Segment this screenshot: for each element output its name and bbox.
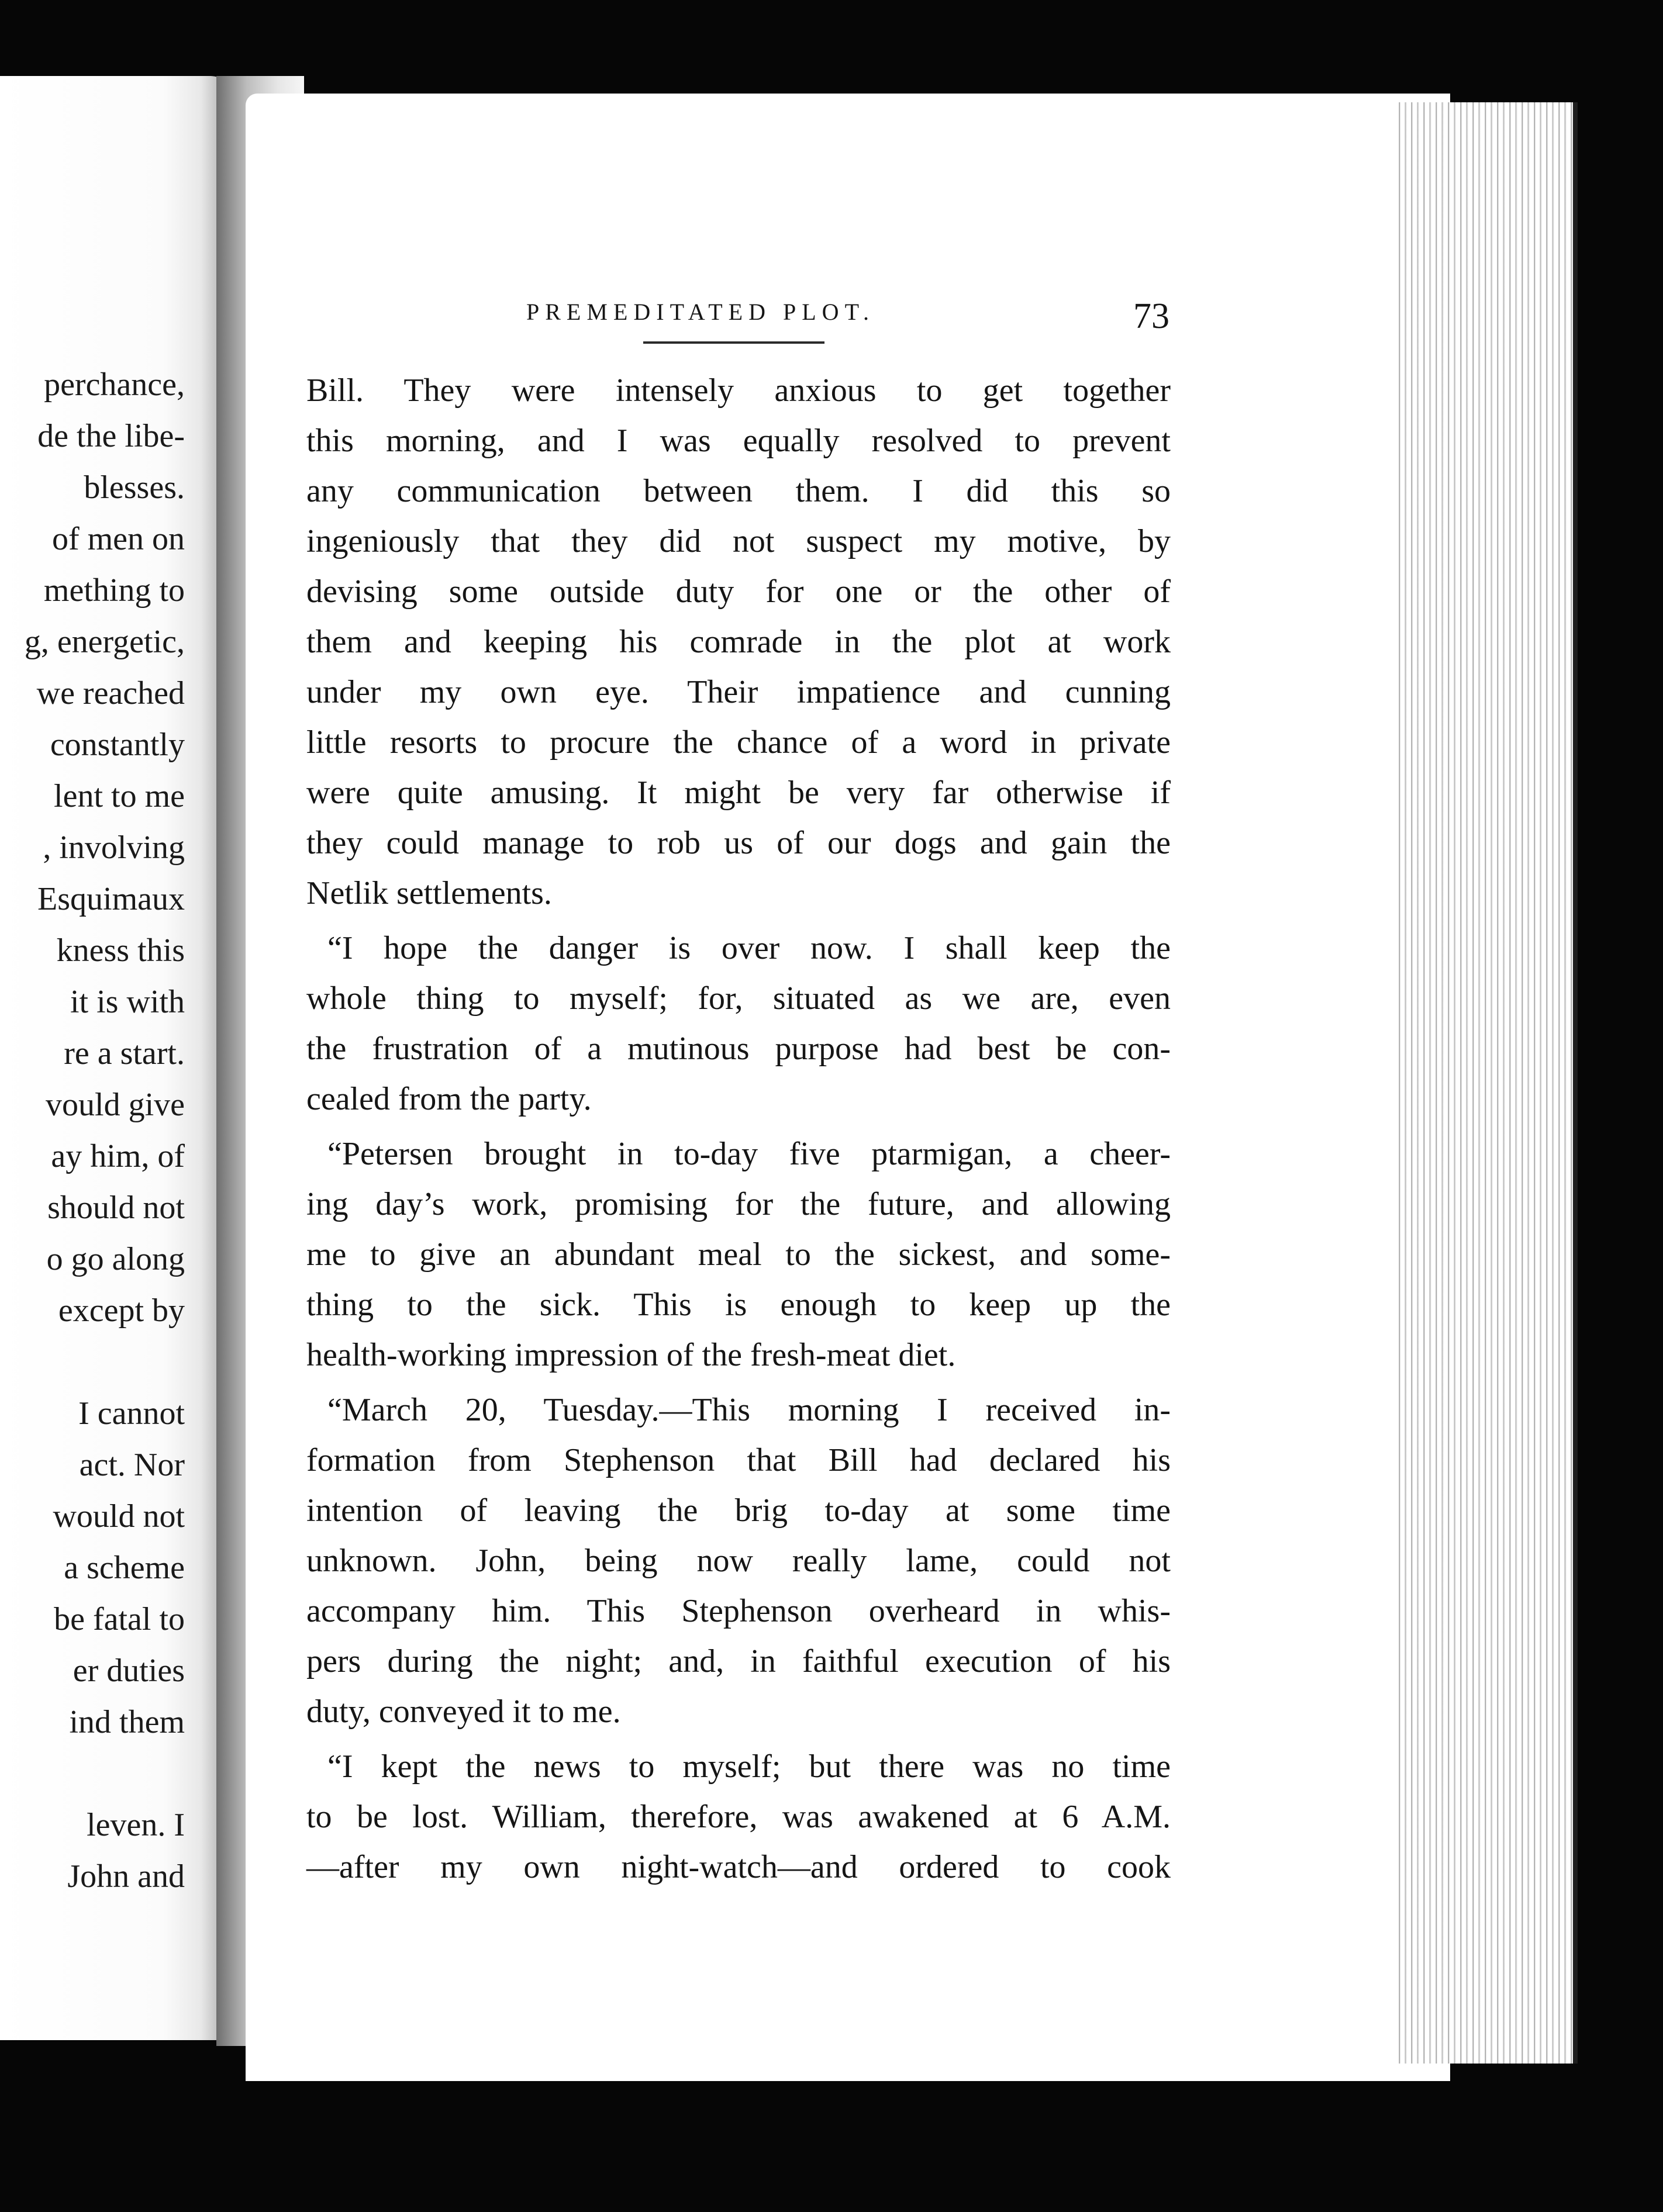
left-page-line: I cannot (78, 1395, 185, 1432)
body-text-line: under my own eye. Their impatience and cunning (306, 674, 1171, 710)
body-text-line: little resorts to procure the chance of a word in private (306, 724, 1171, 761)
body-text-line: —after my own night-watch—and ordered to cook (306, 1849, 1171, 1885)
body-text-line: this morning, and I was equally resolved to prevent (306, 423, 1171, 459)
left-page-line: ind them (69, 1704, 185, 1740)
body-text-line: accompany him. This Stephenson overheard in whis- (306, 1593, 1171, 1629)
body-text-line: “Petersen brought in to-day five ptarmigan, a cheer- (327, 1136, 1171, 1172)
body-text-line: were quite amusing. It might be very far otherwise if (306, 775, 1171, 811)
left-page-line: kness this (56, 932, 185, 969)
left-page-line: ay him, of (51, 1138, 185, 1174)
body-text-line: they could manage to rob us of our dogs and gain the (306, 825, 1171, 861)
body-text-line: duty, conveyed it to me. (306, 1693, 621, 1730)
body-text-line: intention of leaving the brig to-day at some time (306, 1492, 1171, 1529)
page-number: 73 (1133, 296, 1169, 336)
page-edges (1395, 102, 1578, 2064)
left-page-line: should not (47, 1190, 185, 1226)
left-page-line: lent to me (54, 778, 185, 814)
body-text-line: them and keeping his comrade in the plot at work (306, 624, 1171, 660)
left-page-line: would not (53, 1498, 185, 1534)
body-text-line: cealed from the party. (306, 1081, 592, 1117)
left-page-line: constantly (50, 727, 185, 763)
body-text-line: ingeniously that they did not suspect my motive, by (306, 523, 1171, 559)
body-text-line: Netlik settlements. (306, 875, 552, 911)
body-text-line: me to give an abundant meal to the sickest, and some- (306, 1236, 1171, 1273)
left-page-line: g, energetic, (24, 624, 185, 660)
body-text-line: formation from Stephenson that Bill had declared his (306, 1442, 1171, 1478)
body-text-line: whole thing to myself; for, situated as we are, even (306, 980, 1171, 1017)
left-page-fragment (0, 76, 234, 2040)
left-page-line: John and (67, 1858, 185, 1895)
left-page-line: it is with (70, 984, 185, 1020)
left-page-line: of men on (51, 521, 185, 557)
body-text-line: health-working impression of the fresh-meat diet. (306, 1337, 956, 1373)
body-text-line: pers during the night; and, in faithful execution of his (306, 1643, 1171, 1679)
body-text-line: ing day’s work, promising for the future, and allowing (306, 1186, 1171, 1222)
body-text-line: to be lost. William, therefore, was awakened at 6 A.M. (306, 1799, 1171, 1835)
left-page-line: act. Nor (79, 1447, 185, 1483)
body-text-line: the frustration of a mutinous purpose had best be con- (306, 1031, 1171, 1067)
left-page-line: , involving (43, 829, 185, 866)
body-text-line: “I kept the news to myself; but there was no time (327, 1748, 1171, 1785)
left-page-line: de the libe- (37, 418, 185, 454)
left-page-line: Esquimaux (37, 881, 185, 917)
left-page-line: we reached (36, 675, 185, 711)
body-text-line: “I hope the danger is over now. I shall keep the (327, 930, 1171, 966)
left-page-line: be fatal to (54, 1601, 185, 1637)
body-text-line: any communication between them. I did this so (306, 473, 1171, 509)
body-text-line: “March 20, Tuesday.—This morning I received in- (327, 1392, 1171, 1428)
left-page-line: blesses. (84, 469, 185, 506)
running-head-rule (643, 341, 824, 344)
left-page-line: vould give (46, 1087, 185, 1123)
body-text-line: unknown. John, being now really lame, could not (306, 1543, 1171, 1579)
left-page-line: re a start. (64, 1035, 185, 1072)
body-text-line: thing to the sick. This is enough to keep up the (306, 1287, 1171, 1323)
left-page-line: except by (58, 1292, 185, 1329)
left-page-line: er duties (73, 1653, 185, 1689)
left-page-line: leven. I (87, 1807, 185, 1843)
left-page-line: a scheme (64, 1550, 185, 1586)
body-text-line: devising some outside duty for one or the other of (306, 573, 1171, 610)
body-text-line: Bill. They were intensely anxious to get together (306, 372, 1171, 409)
left-page-line: o go along (46, 1241, 185, 1277)
left-page-line: mething to (43, 572, 185, 609)
running-head: PREMEDITATED PLOT. (526, 299, 875, 325)
left-page-line: perchance, (44, 367, 185, 403)
